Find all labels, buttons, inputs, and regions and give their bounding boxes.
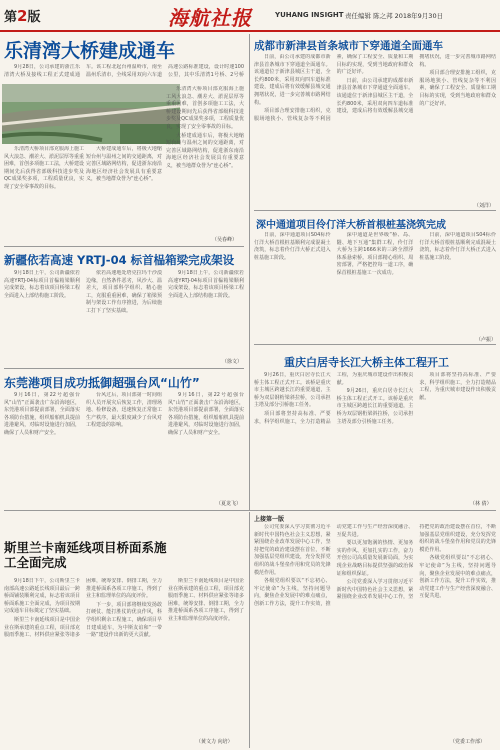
story1-body-top bbox=[4, 64, 244, 84]
story3-para1-dup: 9月16日，第22号超强台风“山竹”正面袭击广东沿海地区，东莞港项目部提前部署，全面落实各项防台措施，组织船舶机具提前进港避风，对临时设施进行加固，确保了人员和财产安全。 bbox=[168, 392, 244, 436]
story1-para1-cont: 乐清湾大桥项目部克服海上施工风大浪急、潮差大、淤泥层厚等重重困难，首创多项施工工法，大桥建设期间先后获得省部级科技进步奖及QC成果奖多项，工程质量优良，实现了安全零事故的目标。 bbox=[166, 86, 244, 130]
story1-col1 bbox=[4, 146, 84, 246]
story4-para2-dup: 斯里兰卡南延线项目是中国企业在斯承建的重点工程，项目部克服雨季施工、材料供应紧张等诸多困难，统筹安排、倒排工期，全力推进桥面系各项工序施工，得到了业主和监理单位的高度评价。 bbox=[168, 578, 244, 622]
story2-para1: 9月18日上午，公司新疆依若高速YRTJ-04标项目首榀箱梁顺利完成架设，标志着该项目桥梁工程全面进入上部结构施工阶段。 bbox=[4, 270, 80, 299]
page-number: 第2版 bbox=[4, 7, 41, 25]
story4-byline: （黄文力 向培） bbox=[196, 739, 233, 745]
right1-byline: （刘洋） bbox=[474, 203, 495, 209]
right2-para2: 深中通道是世界级“桥、岛、隧、地下互通”集群工程，伶仃洋大桥为主跨1666米的三跨全漂浮体系悬索桥。项目部精心组织、周密部署，严格把控每一道工序，确保首根桩基施工一次成功。 bbox=[336, 232, 414, 276]
essay-para1: 公司党委深入学习贯彻习近平新时代中国特色社会主义思想，紧紧围绕企业改革发展中心工作，坚持把党的政治建设摆在首位，不断加强基层党组织建设，充分发挥党组织的战斗堡垒作用和党员的先锋模范作用。 bbox=[254, 524, 331, 576]
essay-para1-dup: 公司党委深入学习贯彻习近平新时代中国特色社会主义思想，紧紧围绕企业改革发展中心工作，坚持把党的政治建设摆在首位，不断加强基层党组织建设，充分发挥党组织的战斗堡垒作用和党员的先锋模范作用。 bbox=[336, 524, 496, 601]
headline-right3: 重庆白居寺长江大桥主体工程开工 bbox=[284, 356, 449, 369]
story2-body bbox=[4, 270, 244, 362]
story1-col2 bbox=[86, 146, 162, 246]
right3-body bbox=[254, 372, 496, 502]
essay-para3: 要以更加饱满的热情、更加务实的作风、更加扎实的工作，奋力开创公司高质量发展新局面，为实现企业战略目标提供坚强的政治保证和组织保证。 bbox=[336, 540, 414, 577]
story4-body bbox=[4, 578, 244, 740]
right2-para1-dup: 日前，深中通道项目S04标伶仃洋大桥首根桩基顺利完成混凝土浇筑，标志着伶仃洋大桥正式进入桩基施工阶段。 bbox=[419, 232, 496, 261]
headline-story1: 乐清湾大桥建成通车 bbox=[4, 40, 176, 62]
continuation-label: 上接第一版 bbox=[254, 516, 285, 523]
headline-story3: 东莞港项目成功抵御超强台风“山竹” bbox=[4, 376, 200, 390]
essay-para2-dup: 各级党组织要以“不忘初心、牢记使命”为主线，坚持问题导向，聚焦企业发展中的难点痛点，创新工作方法，提升工作实效，推动党建工作与生产经营深度融合、互促共进。 bbox=[419, 555, 496, 600]
right2-body bbox=[254, 232, 496, 340]
story1-col3 bbox=[166, 86, 244, 244]
headline-story2: 新疆依若高速 YRTJ-04 标首榀箱梁完成架设 bbox=[4, 253, 235, 267]
right3-byline: （林 倩） bbox=[470, 501, 492, 507]
bridge-photo bbox=[2, 84, 180, 144]
newspaper-brand: 海航社报 bbox=[168, 6, 252, 30]
story3-body bbox=[4, 392, 244, 502]
essay-body bbox=[254, 524, 496, 736]
story1-para1: 9月28日，公司承建的浙江乐清湾大桥及接线工程正式建成通车。该工程北起台州温岭市，南至温州乐清市，全线采用双向六车道高速公路标准建设，设计时速100公里，其中乐清湾1号桥、2号桥 bbox=[4, 64, 244, 78]
essay-byline: （党委工作部） bbox=[450, 739, 486, 745]
right2-byline: （卢振） bbox=[476, 337, 497, 343]
story1-para2: 乐清湾大桥项目部克服海上施工风大浪急、潮差大、淤泥层厚等重重困难，首创多项施工工法，大桥建设期间先后获得省部级科技进步奖及QC成果奖多项，工程质量优良，实现了安全零事故的目标。 bbox=[4, 146, 84, 190]
right1-body bbox=[254, 54, 496, 206]
right3-para2: 项目部将坚持高标准、严要求，科学组织施工，全力打造精品工程，为重庆城市建设作出积极贡献。 bbox=[254, 372, 414, 425]
story4-para2: 斯里兰卡南延线项目是中国企业在斯承建的重点工程，项目部克服雨季施工、材料供应紧张等诸多困难，统筹安排、倒排工期，全力推进桥面系各项工序施工，得到了业主和监理单位的高度评价。 bbox=[4, 578, 162, 639]
story1-para3: 大桥建成通车后，将极大地缩短台州与温州之间的交通距离，对完善区域路网结构，促进浙东南沿海地区经济社会发展具有重要意义，被当地群众誉为“连心桥”。 bbox=[86, 146, 162, 183]
story1-para3-cont: 大桥建成通车后，将极大地缩短台州与温州之间的交通距离，对完善区域路网结构，促进浙东南沿海地区经济社会发展具有重要意义，被当地群众誉为“连心桥”。 bbox=[166, 132, 244, 169]
headline-right1: 成都市新津县首条城市下穿通道全面通车 bbox=[254, 40, 443, 52]
story4-para1: 9月18日下午，公司斯里兰卡南部高速公路延长线项目最后一跨桥面铺装顺利完成，标志着该项目桥面系施工全面完成，为项目按期完成通车目标奠定了坚实基础。 bbox=[4, 578, 80, 615]
story3-para2: 台风过后，项目部第一时间组织人员开展灾后恢复工作，清理场地、检修设备，迅速恢复正常施工生产秩序，最大限度减少了台风对工程建设的影响。 bbox=[86, 392, 162, 429]
section-name: YUHANG INSIGHT bbox=[275, 11, 344, 19]
right1-para1: 日前，由公司承建的成都市新津县首条城市下穿通道全面通车。该通道位于新津县城区主干道，全长约800米，采用双向四车道标准建设，建成后将有效缓解县城交通拥堵状况，进一步完善城市路网结构。 bbox=[254, 54, 331, 106]
story4-para3: 下一步，项目部将继续发扬敢打硬仗、能打胜仗的优良作风，科学组织剩余工程施工，确保项目早日建成通车，为中斯友谊和“一带一路”建设作出新的更大贡献。 bbox=[86, 601, 162, 639]
story2-para2: 依若高速地处塔克拉玛干沙漠边缘，自然条件恶劣，风沙大、温差大，项目部科学组织、精心施工，克服重重困难，确保了箱梁预制与架设工作有序推进，为后续施工打下了坚实基础。 bbox=[86, 270, 162, 314]
right1-para2-dup: 项目部合理安排施工组织，克服场地狭小、管线复杂等不利因素，确保了工程安全、质量和工期目标的实现，受到当地政府和群众的广泛好评。 bbox=[419, 70, 496, 107]
headline-right2: 深中通道项目伶仃洋大桥首根桩基浇筑完成 bbox=[256, 220, 446, 231]
right2-para1: 日前，深中通道项目S04标伶仃洋大桥首根桩基顺利完成混凝土浇筑，标志着伶仃洋大桥正式进入桩基施工阶段。 bbox=[254, 232, 331, 261]
story1-byline: （吴春峰） bbox=[212, 237, 238, 243]
right1-para1-dup: 日前，由公司承建的成都市新津县首条城市下穿通道全面通车。该通道位于新津县城区主干道，全长约800米，采用双向四车道标准建设，建成后将有效缓解县城交通拥堵状况，进一步完善城市路网结构。 bbox=[336, 54, 496, 115]
right3-para1: 9月26日，重庆白居寺长江大桥主体工程正式开工。该桥是重庆市主城区跨越长江的重要通道，主桥为双层钢桁梁斜拉桥，公司承担主塔及部分引桥施工任务。 bbox=[254, 372, 331, 409]
essay-para2: 各级党组织要以“不忘初心、牢记使命”为主线，坚持问题导向，聚焦企业发展中的难点痛点，创新工作方法，提升工作实效，推动党建工作与生产经营深度融合、互促共进。 bbox=[254, 524, 414, 607]
story3-byline: （夏龙飞） bbox=[216, 501, 242, 507]
story3-para1: 9月16日，第22号超强台风“山竹”正面袭击广东沿海地区，东莞港项目部提前部署，全面落实各项防台措施，组织船舶机具提前进港避风，对临时设施进行加固，确保了人员和财产安全。 bbox=[4, 392, 80, 436]
headline-story4: 斯里兰卡南延线项目桥面系施工全面完成 bbox=[4, 540, 167, 570]
right3-para1-dup: 9月26日，重庆白居寺长江大桥主体工程正式开工。该桥是重庆市主城区跨越长江的重要通道，主桥为双层钢桁梁斜拉桥，公司承担主塔及部分引桥施工任务。 bbox=[336, 388, 414, 425]
story2-para1-dup: 9月18日上午，公司新疆依若高速YRTJ-04标项目首榀箱梁顺利完成架设，标志着该项目桥梁工程全面进入上部结构施工阶段。 bbox=[168, 270, 244, 299]
editor-info: 责任编辑 陈之邦 2018年9月30日 bbox=[345, 12, 444, 20]
right1-para2: 项目部合理安排施工组织，克服场地狭小、管线复杂等不利因素，确保了工程安全、质量和工期目标的实现，受到当地政府和群众的广泛好评。 bbox=[254, 54, 414, 122]
right3-para2-dup: 项目部将坚持高标准、严要求，科学组织施工，全力打造精品工程，为重庆城市建设作出积极贡献。 bbox=[419, 372, 496, 401]
story2-byline: （徐文） bbox=[222, 359, 243, 365]
